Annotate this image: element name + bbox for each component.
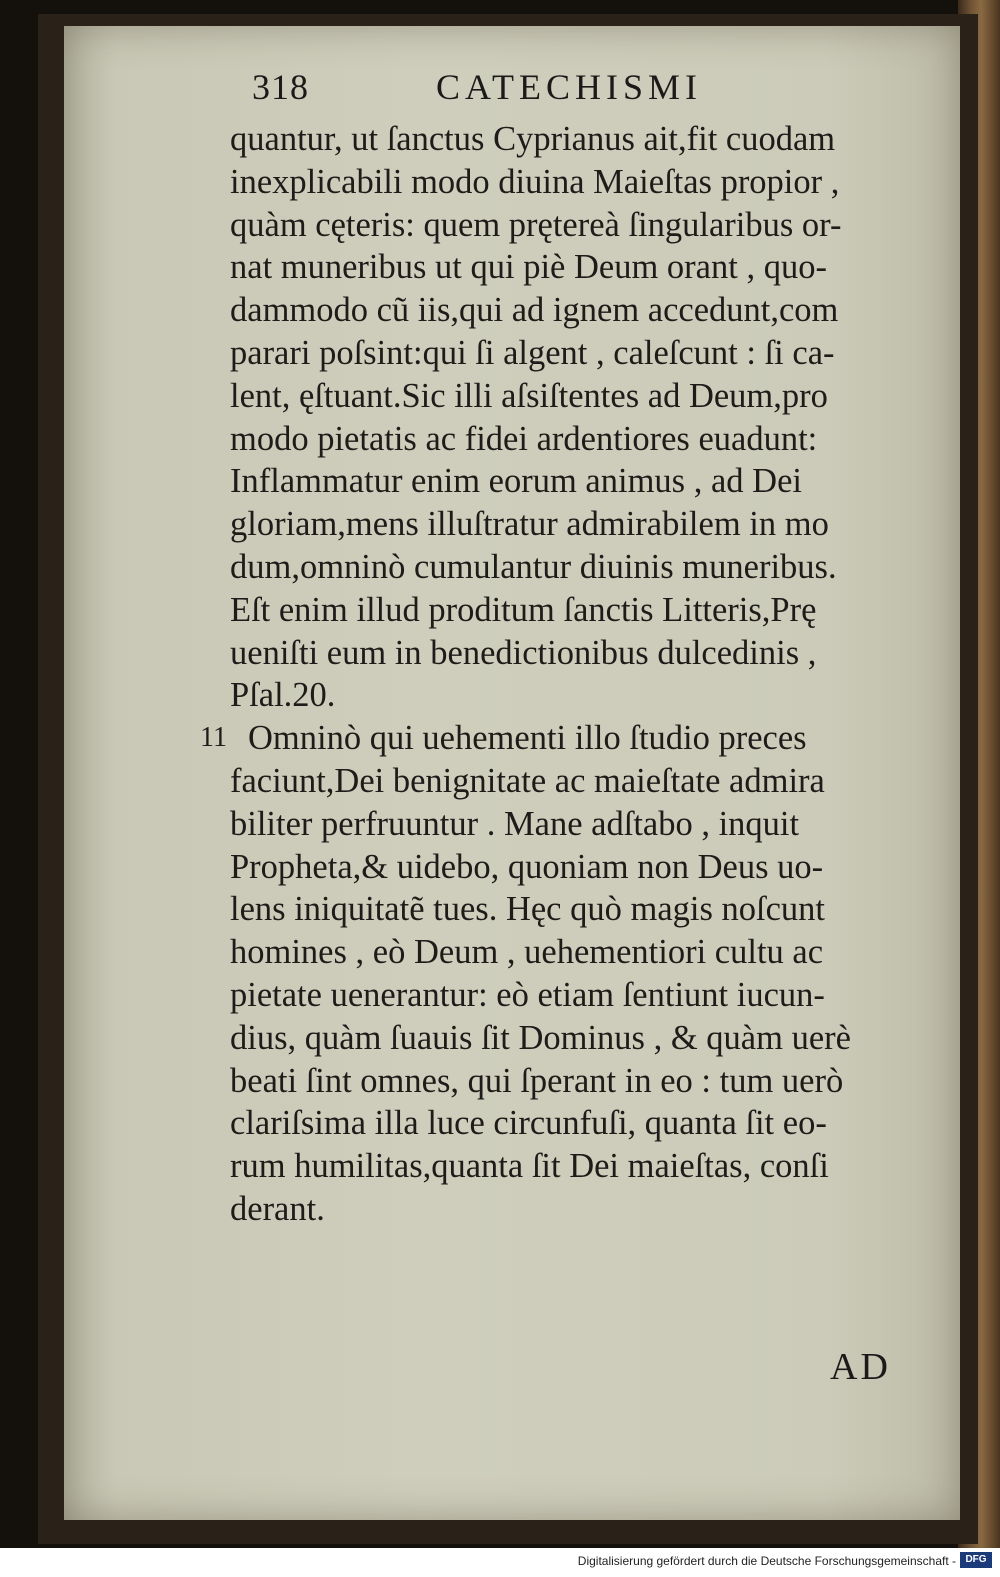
text-line: quantur, ut ſanctus Cyprianus ait,fit cuodam xyxy=(230,120,836,158)
text-line: inexplicabili modo diuina Maieſtas propior , xyxy=(230,162,840,201)
text-line: quàm cęteris: quem prętereà ſingularibus or- xyxy=(230,205,842,244)
catchword: AD xyxy=(830,1346,891,1388)
text-line: Pſal.20. xyxy=(230,676,336,715)
text-line: lens iniquitatẽ tues. Hęc quò magis noſcunt xyxy=(230,890,826,929)
footer-bar xyxy=(0,1548,1000,1577)
text-line: modo pietatis ac fidei ardentiores euadunt: xyxy=(230,419,818,458)
text-line: Omninò qui uehementi illo ſtudio preces xyxy=(248,719,807,758)
text-line: dum,omninò cumulantur diuinis muneribus. xyxy=(230,547,837,586)
text-block xyxy=(200,118,942,1231)
text-line: nat muneribus ut qui piè Deum orant , quo- xyxy=(230,248,827,287)
paragraph-number: 11 xyxy=(200,722,227,754)
text-line: Inflammatur enim eorum animus , ad Dei xyxy=(230,462,802,501)
dfg-logo: DFG xyxy=(960,1552,992,1568)
text-line: clariſsima illa luce circunfuſi, quanta ſit eo- xyxy=(230,1104,827,1143)
text-line: dammodo cũ iis,qui ad ignem accedunt,com xyxy=(230,291,839,330)
text-line: faciunt,Dei benignitate ac maieſtate admira xyxy=(230,761,825,800)
text-line: homines , eò Deum , uehementiori cultu ac xyxy=(230,933,824,972)
running-title: CATECHISMI xyxy=(436,67,703,107)
page-number: 318 xyxy=(252,67,309,107)
text-line: lent, ęſtuant.Sic illi aſsiſtentes ad Deum,pro xyxy=(230,376,828,415)
text-line: gloriam,mens illuſtratur admirabilem in mo xyxy=(230,505,829,544)
paragraph-11 xyxy=(200,717,942,760)
text-line: Propheta,& uidebo, quoniam non Deus uo- xyxy=(230,847,824,886)
text-line: biliter perfruuntur . Mane adſtabo , inquit xyxy=(230,804,800,843)
text-line: Eſt enim illud proditum ſanctis Litteris,Prę xyxy=(230,590,817,629)
text-line: beati ſint omnes, qui ſperant in eo : tum uerò xyxy=(230,1061,844,1100)
page-header xyxy=(252,66,772,118)
funding-credit: Digitalisierung gefördert durch die Deutsche Forschungsgemeinschaft - xyxy=(577,1554,956,1568)
text-line: rum humilitas,quanta ſit Dei maieſtas, conſi xyxy=(230,1147,829,1186)
text-line: pietate uenerantur: eò etiam ſentiunt iucun- xyxy=(230,975,825,1014)
text-line: dius, quàm ſuauis ſit Dominus , & quàm uerè xyxy=(230,1018,851,1057)
text-line: ueniſti eum in benedictionibus dulcedinis , xyxy=(230,633,817,672)
text-line: derant. xyxy=(230,1189,325,1228)
text-line: parari poſsint:qui ſi algent , caleſcunt : ſi ca- xyxy=(230,333,835,372)
